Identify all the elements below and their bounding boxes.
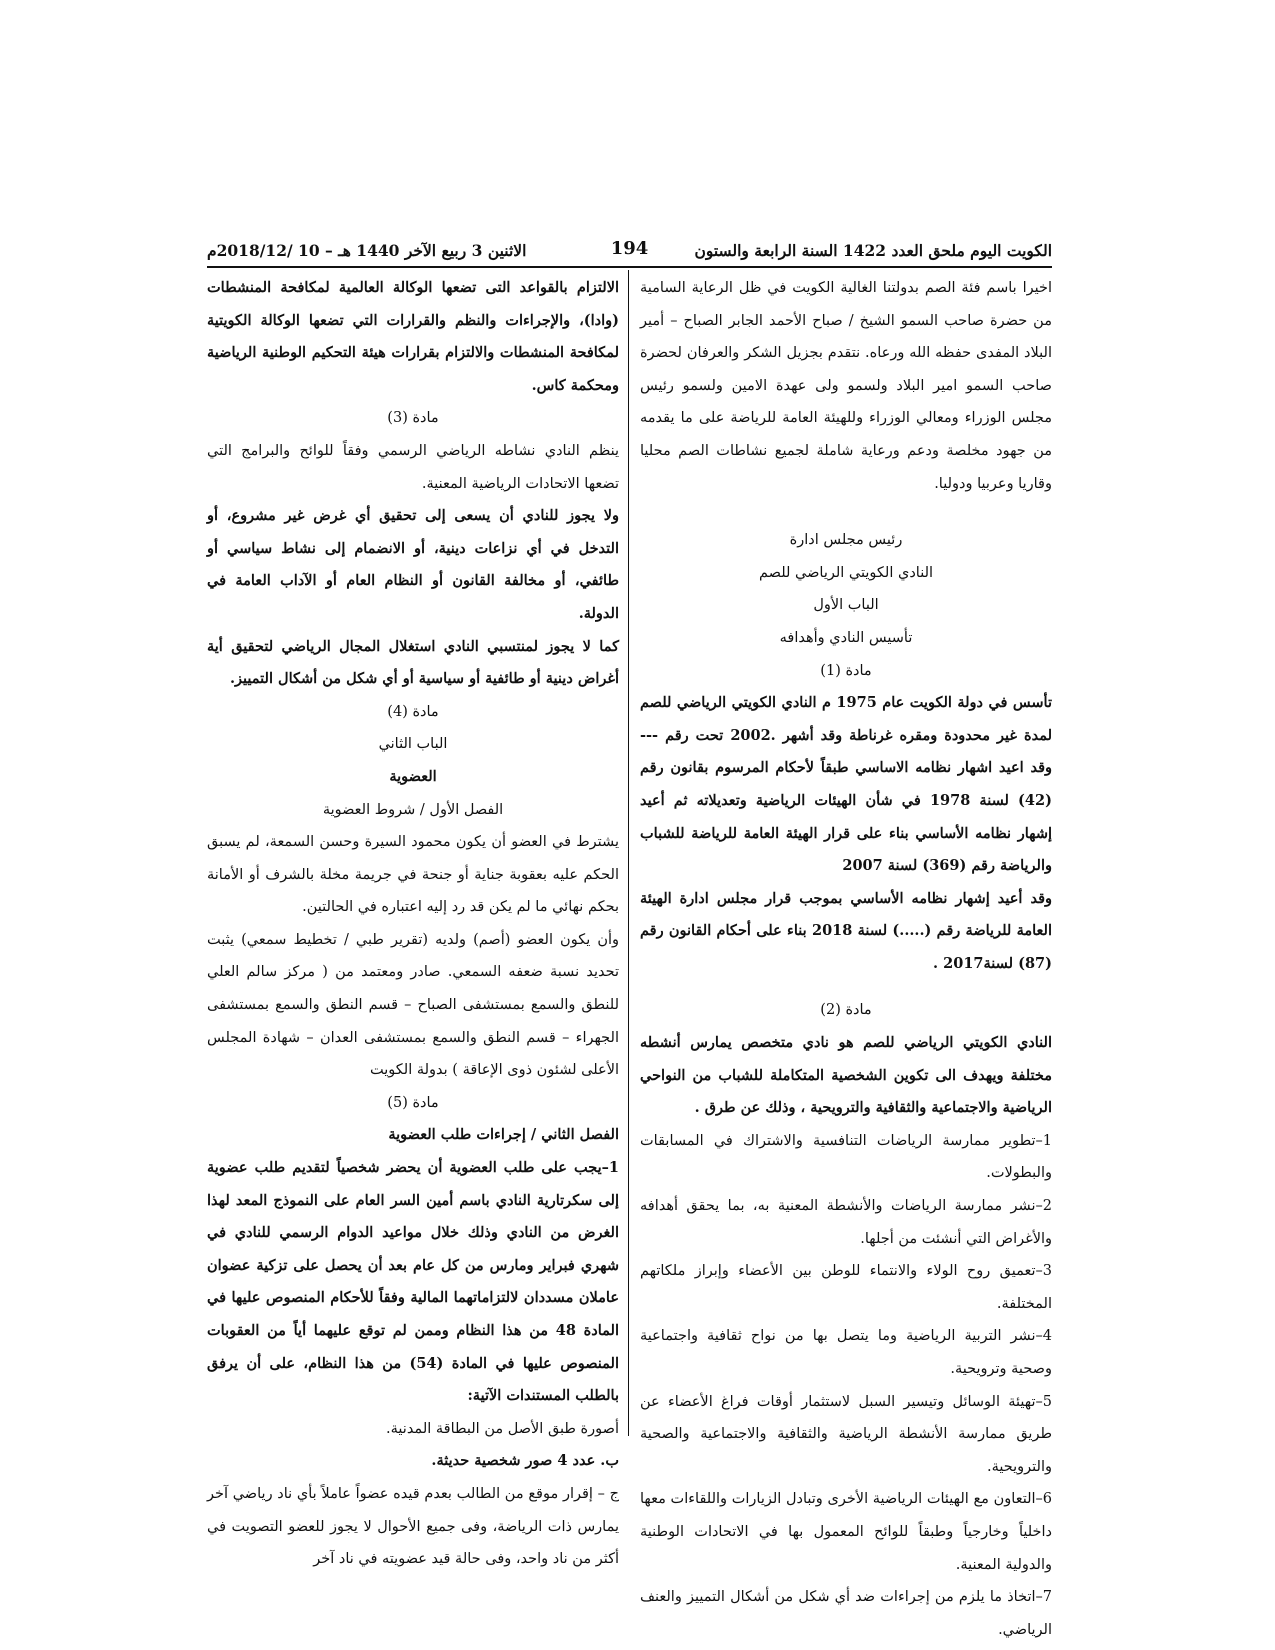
section2-paragraph1: 1–يجب على طلب العضوية أن يحضر شخصياً لتقديم طلب عضوية إلى سكرتارية النادي باسم أمين السر العام على النموذج المعد لهذا الغرض من النادي وذلك خلال مواعيد الدوام الرسمي للنادي في شهري فبراير ومارس من كل عام بعد أن يحصل على تزكية عضوان عاملان مسددان لالتزاماتهما المالية وفقاً للأحكام المنصوص عليها في المادة 48 من هذا النظام وممن لم توقع عليهما أياً من العقوبات المنصوص عليها في المادة (54) من هذا النظام، على أن يرفق بالطلب المستندات الآتية: <box>207 1159 619 1405</box>
document-item-a: أصورة طبق الأصل من البطاقة المدنية. <box>386 1420 619 1437</box>
section1-title: الفصل الأول / شروط العضوية <box>322 801 504 818</box>
section1-paragraph1: يشترط في العضو أن يكون محمود السيرة وحسن السمعة، لم يسبق الحكم عليه بعقوبة جناية أو جنحة في جريمة مخلة بالشرف أو الأمانة بحكم نهائي ما لم يكن قد رد إليه اعتباره في الحالتين. <box>207 834 619 916</box>
section2-title: الفصل الثاني / إجراءات طلب العضوية <box>388 1126 619 1144</box>
article3-paragraph3: كما لا يجوز لمنتسبي النادي استغلال المجال الرياضي لتحقيق أية أغراض دينية أو طائفية أو سياسية أو أي شكل من أشكال التمييز. <box>207 637 619 688</box>
document-item-c: ج – إقرار موقع من الطالب بعدم قيده عضواً عاملاً بأي ناد رياضي آخر يمارس ذات الرياضة، وفى جميع الأحوال لا يجوز للعضو التصويت في أكثر من ناد واحد، وفى حالة قيد عضويته في ناد آخر <box>207 1485 619 1568</box>
article2-heading: مادة (2) <box>820 1002 872 1019</box>
signature-title: رئيس مجلس ادارة <box>789 532 903 549</box>
chapter1-title: الباب الأول <box>813 597 879 614</box>
goal-item: 5–تهيئة الوسائل وتيسير السبل لاستثمار أوقات فراغ الأعضاء عن طريق ممارسة الأنشطة الرياضية والثقافية والاجتماعية والصحية والترويحية. <box>640 1393 1052 1475</box>
goal-item: 1–تطوير ممارسة الرياضات التنافسية والاشتراك في المسابقات والبطولات. <box>640 1132 1052 1182</box>
left-column <box>207 272 619 1576</box>
article2-intro: النادي الكويتي الرياضي للصم هو نادي متخصص يمارس أنشطه مختلفة ويهدف الى تكوين الشخصية المتكاملة للشباب من النواحي الرياضية والاجتماعية والثقافية والترويحية ، وذلك عن طرق . <box>640 1034 1052 1117</box>
continued-paragraph: الالتزام بالقواعد التى تضعها الوكالة العالمية لمكافحة المنشطات (وادا)، والإجراءات والنظم والقرارات التي تضعها الوكالة الكويتية لمكافحة المنشطات والالتزام بقرارات هيئة التحكيم الوطنية الرياضية ومحكمة كاس. <box>207 279 619 394</box>
page-number: 194 <box>610 238 649 259</box>
header-publication: الكويت اليوم ملحق العدد 1422 السنة الرابعة والستون <box>694 241 1052 260</box>
article4-heading: مادة (4) <box>387 703 439 720</box>
page-header <box>207 233 1052 267</box>
chapter1-subtitle: تأسيس النادي وأهدافه <box>779 629 913 646</box>
column-divider <box>628 270 629 1436</box>
goal-item: 3–تعميق روح الولاء والانتماء للوطن بين الأعضاء وإبراز ملكاتهم المختلفة. <box>640 1263 1052 1312</box>
article1-heading: مادة (1) <box>820 662 872 679</box>
goal-item: 2–نشر ممارسة الرياضات والأنشطة المعنية به، بما يحقق أهدافه والأغراض التي أنشئت من أجلها. <box>640 1198 1052 1247</box>
article1-paragraph1: تأسس في دولة الكويت عام 1975 م النادي الكويتي الرياضي للصم لمدة غير محدودة ومقره غرناطة وقد أشهر .2002 تحت رقم --- وقد اعيد اشهار نظامه الاساسي طبقاً لأحكام المرسوم بقانون رقم (42) لسنة 1978 في شأن الهيئات الرياضية وتعديلاته ثم أعيد إشهار نظامه الأساسي بناء على قرار الهيئة العامة للرياضة للشباب والرياضة رقم (369) لسنة 2007 <box>640 694 1053 875</box>
chapter2-subtitle: العضوية <box>389 767 437 785</box>
section1-paragraph2: وأن يكون العضو (أصم) ولديه (تقرير طبي / تخطيط سمعي) يثبت تحديد نسبة ضعفه السمعي. صادر ومعتمد من ( مركز سالم العلي للنطق والسمع بمستشفى الصباح – قسم النطق والسمع بمستشفى الجهراء – قسم النطق والسمع بمستشفى العدان – شهادة المجلس الأعلى لشئون ذوى الإعاقة ) بدولة الكويت <box>207 931 619 1079</box>
article3-paragraph1: ينظم النادي نشاطه الرياضي الرسمي وفقاً للوائح والبرامج التي تضعها الاتحادات الرياضية المعنية. <box>207 442 619 492</box>
goal-item: 7–اتخاذ ما يلزم من إجراءات ضد أي شكل من أشكال التمييز والعنف الرياضي. <box>640 1589 1052 1638</box>
header-date: الاثنين 3 ربيع الآخر 1440 هـ – 10 /2018/12م <box>207 241 527 260</box>
article5-heading: مادة (5) <box>387 1094 439 1111</box>
signature-org: النادي الكويتي الرياضي للصم <box>758 564 934 581</box>
intro-paragraph: اخيرا باسم فئة الصم بدولتنا الغالية الكويت في ظل الرعاية السامية من حضرة صاحب السمو الشيخ / صباح الأحمد الجابر الصباح – أمير البلاد المفدى حفظه الله ورعاه. نتقدم بجزيل الشكر والعرفان لحضرة صاحب السمو امير البلاد ولسمو ولى عهدة الامين ولسمو رئيس مجلس الوزراء ومعالي الوزراء وللهيئة العامة للرياضة على ما يقدمه من جهود مخلصة ودعم ورعاية شاملة لجميع نشاطات الصم محليا وقاريا وعربيا ودوليا. <box>640 280 1052 492</box>
chapter2-title: الباب الثاني <box>378 736 448 753</box>
article1-paragraph2: وقد أعيد إشهار نظامه الأساسي بموجب قرار مجلس ادارة الهيئة العامة للرياضة رقم (.....) لسنة 2018 بناء على أحكام القانون رقم (87) لسنة2017 . <box>640 889 1052 972</box>
goal-item: 4–نشر التربية الرياضية وما يتصل بها من نواح ثقافية واجتماعية وصحية وترويحية. <box>640 1328 1052 1377</box>
header-divider <box>207 266 1052 268</box>
goal-item: 6–التعاون مع الهيئات الرياضية الأخرى وتبادل الزيارات واللقاءات معها داخلياً وخارجياً وطبقاً للوائح المعمول بها في الاتحادات الوطنية والدولية المعنية. <box>640 1491 1052 1573</box>
right-column <box>640 272 1052 1646</box>
article3-paragraph2: ولا يجوز للنادي أن يسعى إلى تحقيق أي غرض غير مشروع، أو التدخل في أي نزاعات دينية، أو الانضمام إلى نشاط سياسي أو طائفي، أو مخالفة القانون أو النظام العام أو الآداب العامة في الدولة. <box>207 507 619 622</box>
article3-heading: مادة (3) <box>387 410 439 427</box>
document-item-b: ب. عدد 4 صور شخصية حديثة. <box>431 1452 619 1470</box>
